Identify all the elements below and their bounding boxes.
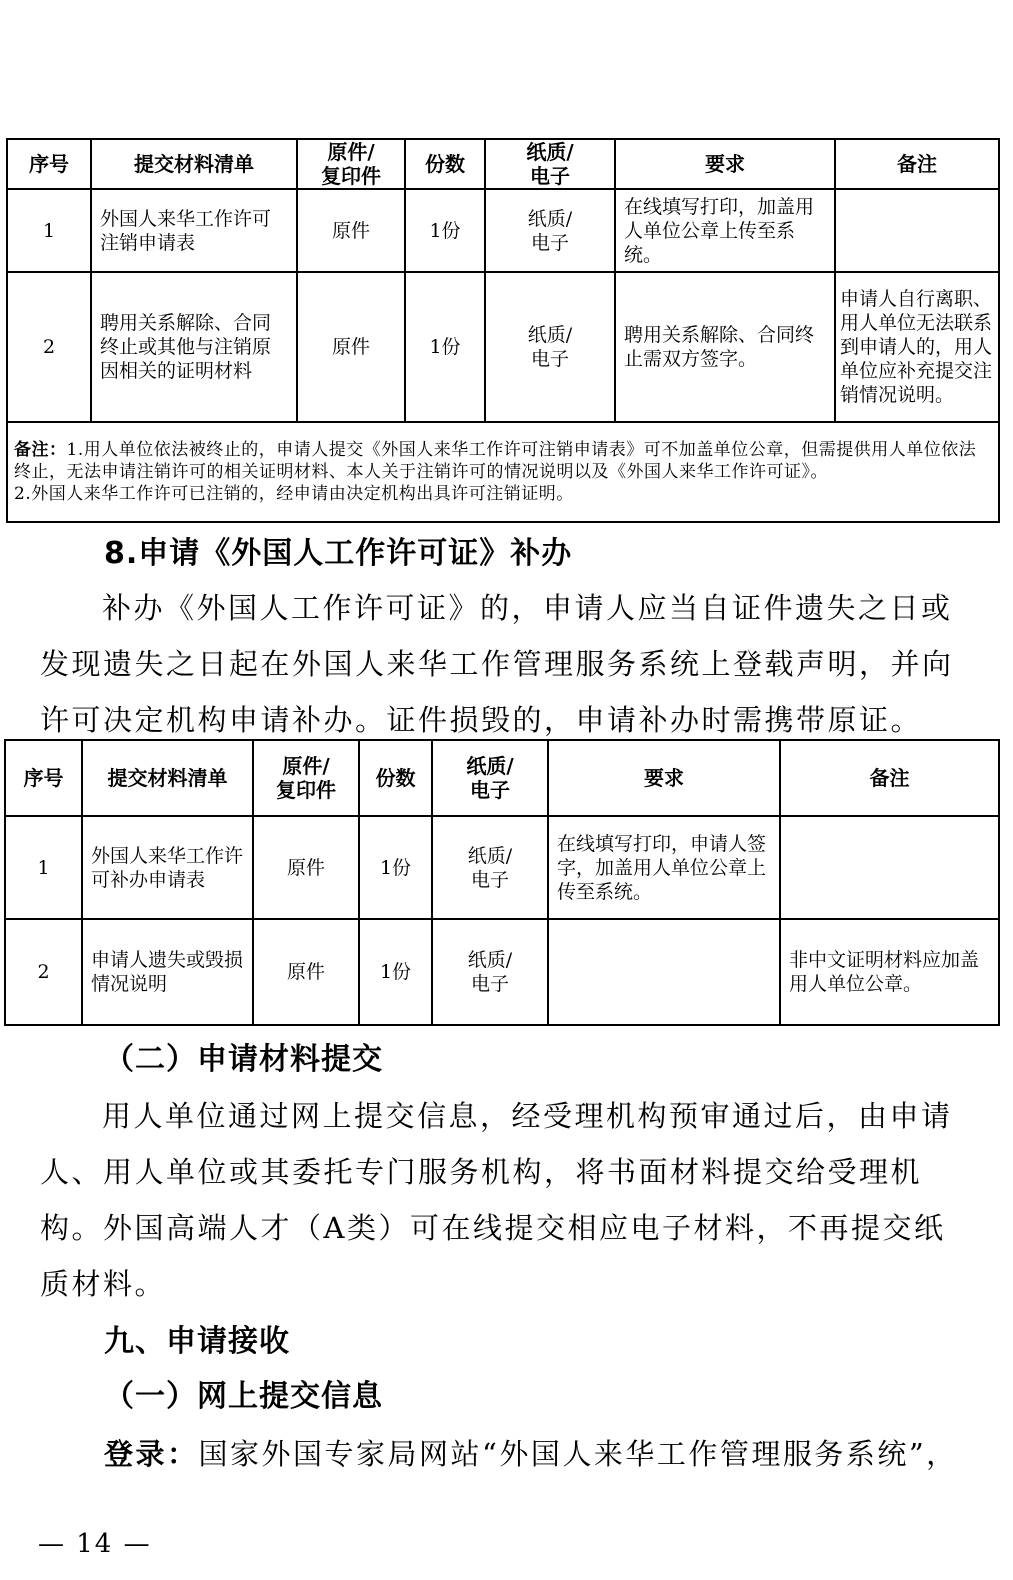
header-cell: 要求 — [548, 740, 780, 816]
format: 纸质/ 电子 — [485, 272, 615, 422]
original-or-copy: 原件 — [297, 189, 405, 272]
requirement — [548, 919, 780, 1025]
header-cell: 份数 — [359, 740, 432, 816]
material-name: 外国人来华工作许可补办申请表 — [82, 816, 253, 919]
copy-count: 1份 — [405, 189, 485, 272]
table-note-row — [7, 422, 999, 522]
page-number: — 14 — — [38, 1529, 152, 1559]
note-item-2: 2.外国人来华工作许可已注销的，经申请由决定机构出具许可注销证明。 — [14, 484, 574, 504]
section-heading: （一）网上提交信息 — [104, 1379, 383, 1414]
original-or-copy: 原件 — [253, 919, 359, 1025]
header-cell: 提交材料清单 — [82, 740, 253, 816]
login-paragraph — [104, 1426, 984, 1482]
header-cell: 纸质/ 电子 — [485, 139, 615, 189]
original-or-copy: 原件 — [297, 272, 405, 422]
remark — [835, 189, 999, 272]
header-cell: 序号 — [7, 139, 91, 189]
format: 纸质/ 电子 — [432, 919, 548, 1025]
header-cell: 原件/ 复印件 — [253, 740, 359, 816]
row-number: 2 — [7, 272, 91, 422]
section-paragraph: 用人单位通过网上提交信息，经受理机构预审通过后，由申请人、用人单位或其委托专门服务机构，将书面材料提交给受理机构。外国高端人才（A类）可在线提交相应电子材料，不再提交纸质材料。 — [40, 1099, 953, 1301]
original-or-copy: 原件 — [253, 816, 359, 919]
table-row — [7, 272, 999, 422]
copy-count: 1份 — [359, 816, 432, 919]
requirement: 在线填写打印，申请人签字，加盖用人单位公章上传至系统。 — [548, 816, 780, 919]
table-row — [5, 919, 999, 1025]
login-label: 登录： — [104, 1437, 199, 1471]
table-row — [7, 189, 999, 272]
copy-count: 1份 — [405, 272, 485, 422]
row-number: 2 — [5, 919, 82, 1025]
cancellation-materials-table — [6, 138, 1000, 523]
header-cell: 提交材料清单 — [91, 139, 297, 189]
header-cell: 备注 — [835, 139, 999, 189]
header-cell: 要求 — [615, 139, 835, 189]
remark: 非中文证明材料应加盖用人单位公章。 — [780, 919, 999, 1025]
requirement: 在线填写打印，加盖用人单位公章上传至系统。 — [615, 189, 835, 272]
material-name: 聘用关系解除、合同终止或其他与注销原因相关的证明材料 — [91, 272, 297, 422]
row-number: 1 — [5, 816, 82, 919]
remark — [780, 816, 999, 919]
remark: 申请人自行离职、用人单位无法联系到申请人的，用人单位应补充提交注销情况说明。 — [835, 272, 999, 422]
section-heading: （二）申请材料提交 — [104, 1042, 383, 1077]
reissue-materials-table — [4, 739, 1000, 1026]
header-cell: 序号 — [5, 740, 82, 816]
header-cell: 原件/ 复印件 — [297, 139, 405, 189]
copy-count: 1份 — [359, 919, 432, 1025]
header-cell: 份数 — [405, 139, 485, 189]
table-note — [7, 422, 999, 522]
row-number: 1 — [7, 189, 91, 272]
table-row — [5, 816, 999, 919]
format: 纸质/ 电子 — [432, 816, 548, 919]
requirement: 聘用关系解除、合同终止需双方签字。 — [615, 272, 835, 422]
chapter-heading: 九、申请接收 — [104, 1324, 290, 1359]
section-heading: 8.申请《外国人工作许可证》补办 — [104, 536, 573, 571]
table-header-row — [5, 740, 999, 816]
header-cell: 备注 — [780, 740, 999, 816]
material-name: 外国人来华工作许可注销申请表 — [91, 189, 297, 272]
material-name: 申请人遗失或毁损情况说明 — [82, 919, 253, 1025]
note-item-1: 1.用人单位依法被终止的，申请人提交《外国人来华工作许可注销申请表》可不加盖单位公章，但需提供用人单位依法终止，无法申请注销许可的相关证明材料、本人关于注销许可的情况说明以及《外国人来华工作许可证》。 — [14, 440, 977, 482]
login-text: 国家外国专家局网站“外国人来华工作管理服务系统”， — [198, 1437, 958, 1471]
format: 纸质/ 电子 — [485, 189, 615, 272]
table-header-row — [7, 139, 999, 189]
note-label: 备注： — [14, 440, 67, 460]
header-cell: 纸质/ 电子 — [432, 740, 548, 816]
section-paragraph: 补办《外国人工作许可证》的，申请人应当自证件遗失之日或发现遗失之日起在外国人来华工作管理服务系统上登载声明，并向许可决定机构申请补办。证件损毁的，申请补办时需携带原证。 — [40, 591, 954, 737]
